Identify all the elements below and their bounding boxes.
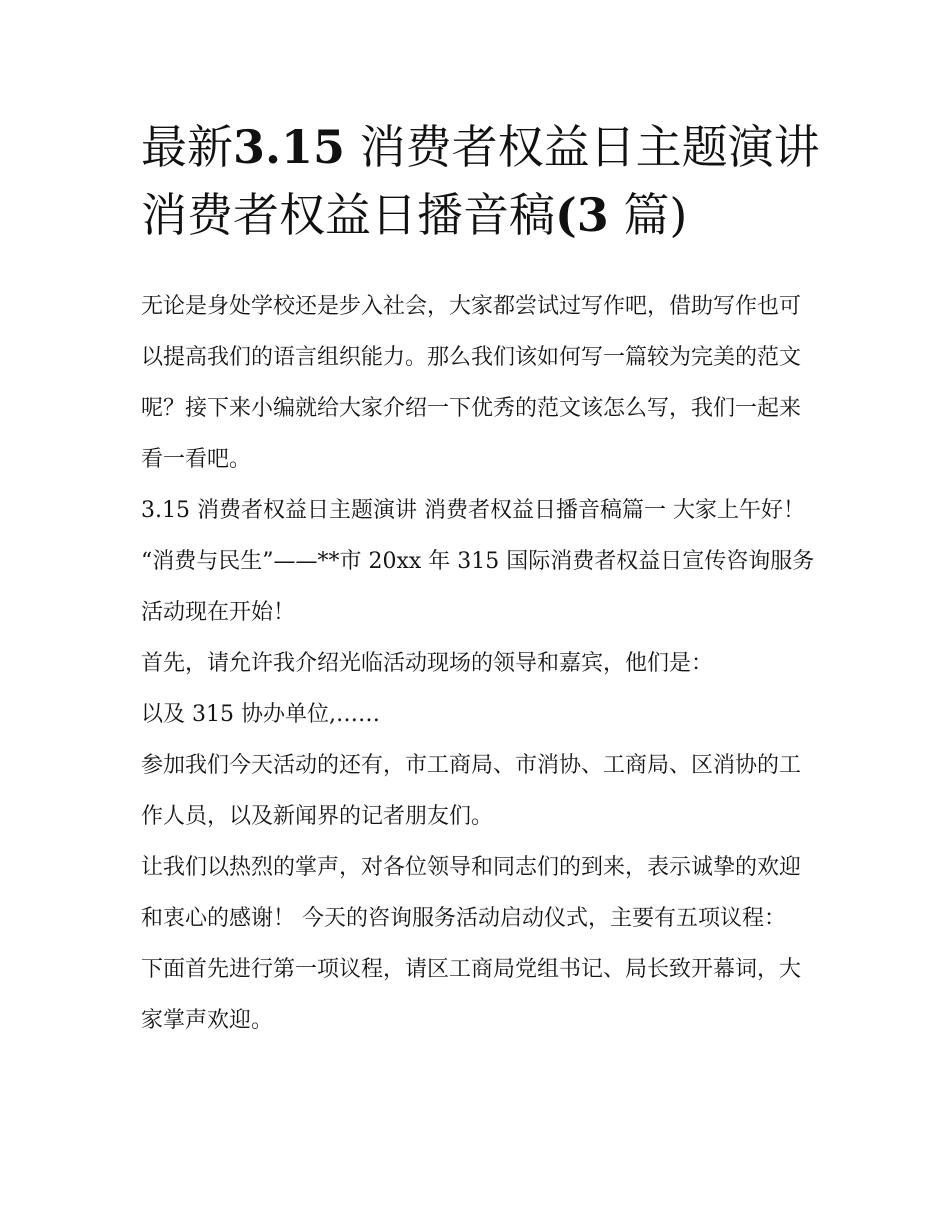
title-text-4: (3 [555, 188, 609, 242]
document-title [141, 113, 821, 249]
title-text-5: 篇) [608, 188, 688, 242]
paragraph: 让我们以热烈的掌声，对各位领导和同志们的到来，表示诚挚的欢迎和衷心的感谢！ 今天的咨询服务活动启动仪式，主要有五项议程： [141, 855, 802, 931]
title-text-3: 消费者权益日主题演讲 消费者权益日播音稿 [141, 120, 820, 242]
paragraph: 参加我们今天活动的还有，市工商局、市消协、工商局、区消协的工作人员，以及新闻界的记者朋友们。 [141, 753, 802, 829]
paragraph: 3.15 消费者权益日主题演讲 消费者权益日播音稿篇一 大家上午好！ “消费与民生”——**市 20xx 年 315 国际消费者权益日宣传咨询服务活动现在开始！ [141, 498, 815, 625]
paragraph: 下面首先进行第一项议程，请区工商局党组书记、局长致开幕词，大家掌声欢迎。 [141, 957, 802, 1033]
document-body [141, 281, 815, 1046]
paragraph: 以及 315 协办单位,…… [141, 702, 380, 727]
title-text-1: 最新 [141, 120, 233, 174]
paragraph: 无论是身处学校还是步入社会，大家都尝试过写作吧，借助写作也可以提高我们的语言组织能力。那么我们该如何写一篇较为完美的范文呢？接下来小编就给大家介绍一下优秀的范文该怎么写，我们一起来看一看吧。 [141, 294, 802, 472]
paragraph: 首先，请允许我介绍光临活动现场的领导和嘉宾，他们是： [141, 651, 714, 676]
title-text-2: 3.15 [233, 120, 346, 174]
